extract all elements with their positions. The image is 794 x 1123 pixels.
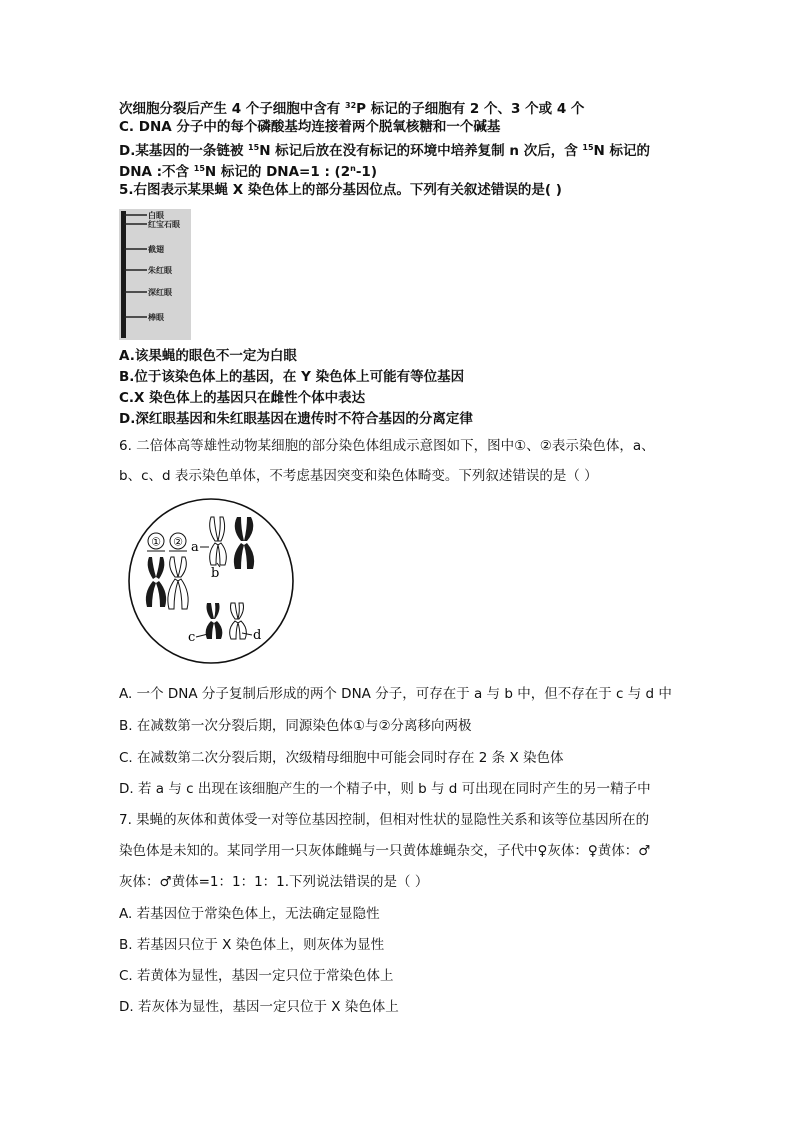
q6-stem-line1: 6. 二倍体高等雄性动物某细胞的部分染色体组成示意图如下，图中①、②表示染色体，a、 [119,438,655,454]
q7-stem-line1: 7. 果蝇的灰体和黄体受一对等位基因控制，但相对性状的显隐性关系和该等位基因所在的 [119,812,650,828]
label-chromatid-b: b [211,566,220,581]
label-chromatid-d: d [253,628,262,643]
q6-option-a: A. 一个 DNA 分子复制后形成的两个 DNA 分子，可存在于 a 与 b 中，但不存在于 c 与 d 中 [119,686,672,702]
gene-label: 白眼 [148,211,164,220]
q5-stem: 5.右图表示某果蝇 X 染色体上的部分基因位点。下列有关叙述错误的是( ) [119,182,562,198]
q7-option-c: C. 若黄体为显性，基因一定只位于常染色体上 [119,968,394,984]
q6-option-b: B. 在减数第一次分裂后期，同源染色体①与②分离移向两极 [119,718,472,734]
q7-option-d: D. 若灰体为显性，基因一定只位于 X 染色体上 [119,999,399,1015]
q4-option-b-tail: 次细胞分裂后产生 4 个子细胞中含有 $^{32}$P 标记的子细胞有 2 个、3 个或 4 个 [119,101,585,117]
label-chromatid-c: c [188,630,196,645]
q6-option-c: C. 在减数第二次分裂后期，次级精母细胞中可能会同时存在 2 条 X 染色体 [119,750,564,766]
gene-label: 朱红眼 [148,266,172,275]
q7-option-a: A. 若基因位于常染色体上，无法确定显隐性 [119,906,380,922]
gene-label: 棒眼 [148,313,164,322]
q5-option-d: D.深红眼基因和朱红眼基因在遗传时不符合基因的分离定律 [119,411,473,427]
chromosome-gene-map-figure [119,209,191,340]
label-chromosome-1: ① [151,535,161,549]
q5-option-a: A.该果蝇的眼色不一定为白眼 [119,348,297,364]
q6-stem-line2: b、c、d 表示染色单体，不考虑基因突变和染色体畸变。下列叙述错误的是（ ） [119,468,598,484]
q5-option-b: B.位于该染色体上的基因，在 Y 染色体上可能有等位基因 [119,369,465,385]
q4-option-d-cont: DNA :不含 $^{15}$N 标记的 DNA=1 : (2$^n$-1) [119,164,377,180]
chromosome-black-top [234,517,254,569]
q7-option-b: B. 若基因只位于 X 染色体上，则灰体为显性 [119,937,385,953]
q6-option-d: D. 若 a 与 c 出现在该细胞产生的一个精子中，则 b 与 d 可出现在同时产生的另一精子中 [119,781,651,797]
cell-chromosome-diagram [127,497,295,665]
gene-label: 红宝石眼 [148,220,180,229]
chromosome-black-c [206,603,223,639]
gene-label: 深红眼 [148,288,172,297]
q5-option-c: C.X 染色体上的基因只在雌性个体中表达 [119,390,366,406]
gene-label: 截翅 [148,245,164,254]
q4-option-c: C. DNA 分子中的每个磷酸基均连接着两个脱氧核糖和一个碱基 [119,119,501,135]
chromosome-white-ab [210,517,227,565]
chromosome-2 [168,557,188,609]
q4-option-d: D.某基因的一条链被 $^{15}$N 标记后放在没有标记的环境中培养复制 n 次后，含 $^{15}$N 标记的 [119,143,651,159]
label-chromosome-2: ② [173,535,183,549]
label-chromatid-a: a [191,540,199,555]
q7-stem-line2: 染色体是未知的。某同学用一只灰体雌蝇与一只黄体雄蝇杂交，子代中♀灰体：♀黄体：♂ [119,843,651,859]
q7-stem-line3: 灰体：♂黄体=1：1：1：1.下列说法错误的是（ ） [119,874,429,890]
chromosome-1 [146,557,166,607]
